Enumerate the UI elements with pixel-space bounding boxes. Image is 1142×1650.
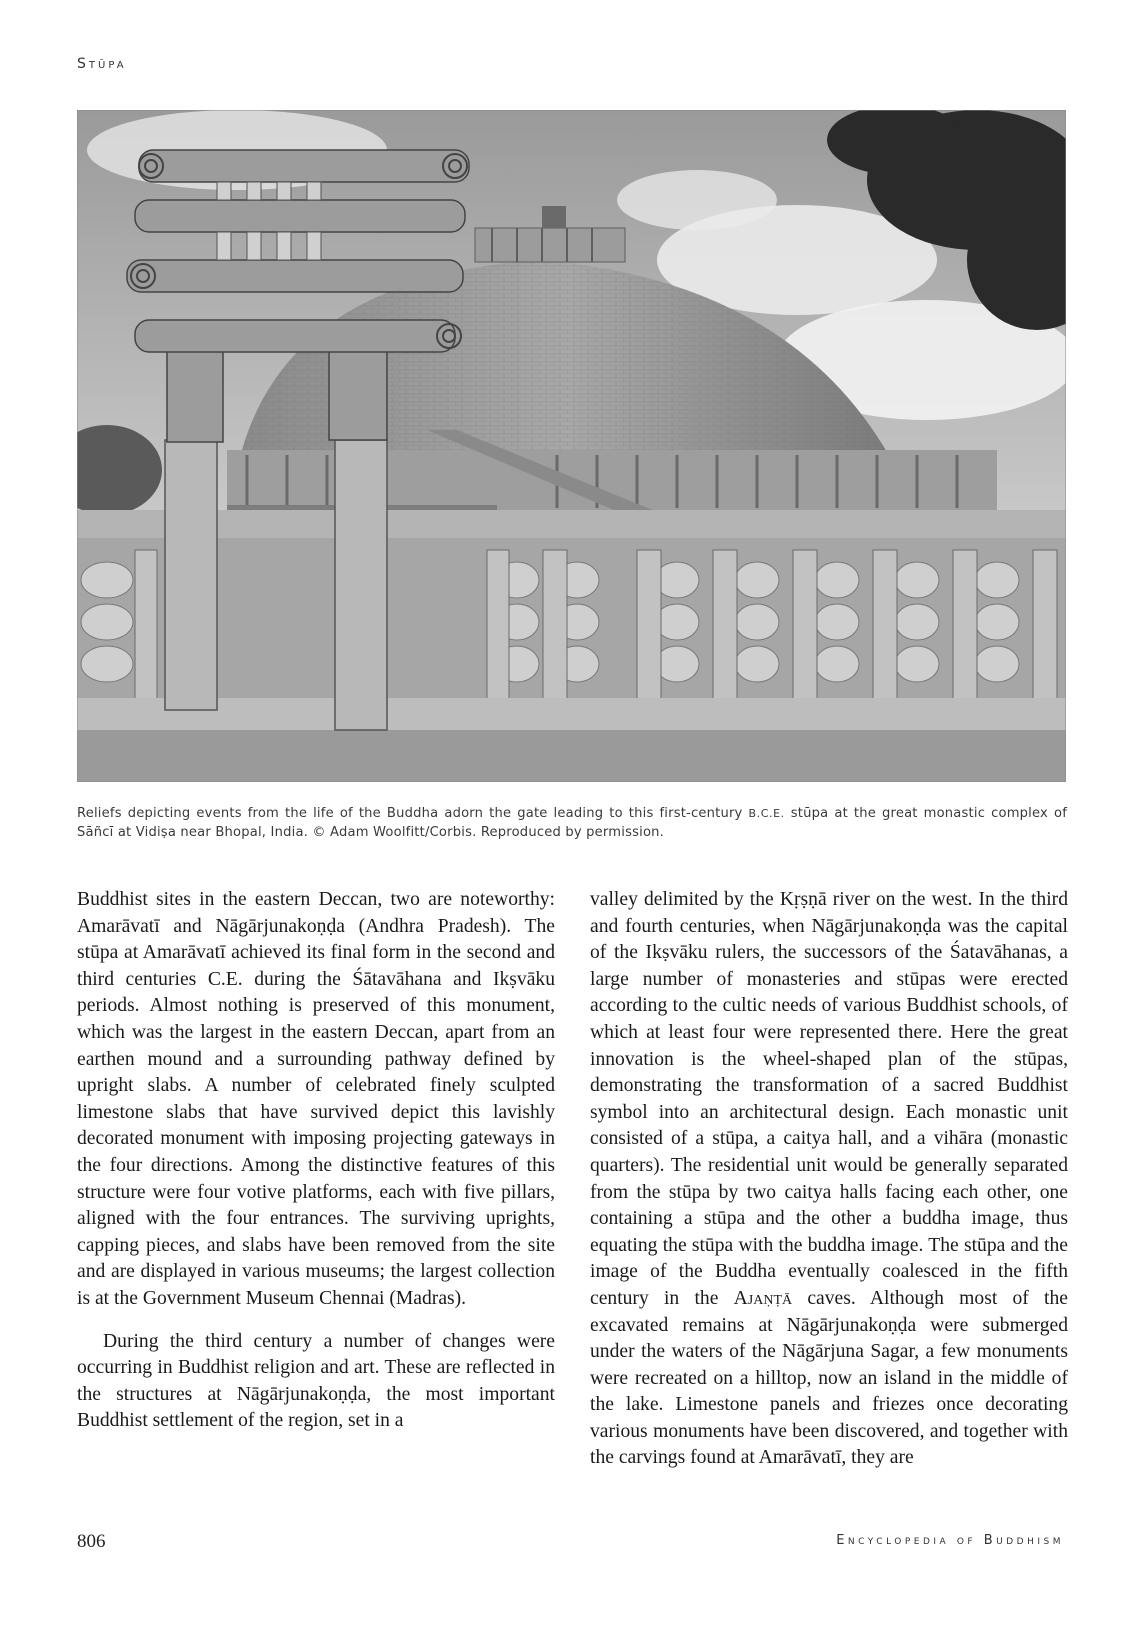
figure-caption: Reliefs depicting events from the life of the Buddha adorn the gate leading to this first-century B.C.E. stūpa at the great monastic complex of Sāñcī at Vidiṣa near Bhopal, India. © Adam Woolfitt/Corbis. Reproduced by permission.: [77, 806, 1068, 840]
cross-reference-link[interactable]: Ajaṇṭā: [733, 1287, 793, 1309]
running-head: Stūpa: [77, 56, 127, 72]
book-title: Encyclopedia of Buddhism: [836, 1533, 1064, 1548]
stupa-photograph: [77, 110, 1066, 782]
page-number: 806: [77, 1531, 106, 1552]
right-paragraph-1: valley delimited by the Kṛṣṇā river on the west. In the third and fourth centuries, when Nāgārjunakoṇḍa was the capital of the Ikṣvāku rulers, the successors of the Śatavāhanas, a large number of monasteries and stūpas were erected according to the cultic needs of various Buddhist schools, of which at least four were represented there. Here the great innovation is the wheel-shaped plan of the stūpas, demonstrating the transformation of a sacred Buddhist symbol into an architectural design. Each monastic unit consisted of a stūpa, a caitya hall, and a vihāra (monastic quarters). The residential unit would be generally separated from the stūpa by two caitya halls facing each other, one containing a stūpa and the other a buddha image, thus equating the stūpa with the buddha image. The stūpa and the image of the Buddha eventually coalesced in the fifth century in the Ajaṇṭā caves. Although most of the excavated remains at Nāgārjunakoṇḍa were submerged under the waters of the Nāgārjuna Sagar, a few monuments were recreated on a hilltop, now an island in the middle of the lake. Limestone panels and friezes once decorating various monuments have been discovered, and together with the carvings found at Amarāvatī, they are: [590, 889, 1068, 1469]
photo-stupa-gateway-icon: [77, 110, 1066, 782]
right-column: [590, 887, 1068, 1472]
left-column: [77, 887, 555, 1435]
left-paragraph-1: Buddhist sites in the eastern Deccan, two are noteworthy: Amarāvatī and Nāgārjunakoṇḍa (Andhra Pradesh). The stūpa at Amarāvatī achieved its final form in the second and third centuries C.E. during the Śātavāhana and Ikṣvāku periods. Almost nothing is preserved of this monument, which was the largest in the eastern Deccan, apart from an earthen mound and a surrounding pathway defined by upright slabs. A number of celebrated finely sculpted limestone slabs that have survived depict this lavishly decorated monument with imposing projecting gateways in the four directions. Among the distinctive features of this structure were four votive platforms, each with five pillars, aligned with the four entrances. The surviving uprights, capping pieces, and slabs have been removed from the site and are displayed in various museums; the largest collection is at the Government Museum Chennai (Madras).: [77, 889, 555, 1309]
left-paragraph-2: During the third century a number of changes were occurring in Buddhist religion and art. These are reflected in the structures at Nāgārjunakoṇḍa, the most important Buddhist settlement of the region, set in a: [77, 1330, 555, 1432]
